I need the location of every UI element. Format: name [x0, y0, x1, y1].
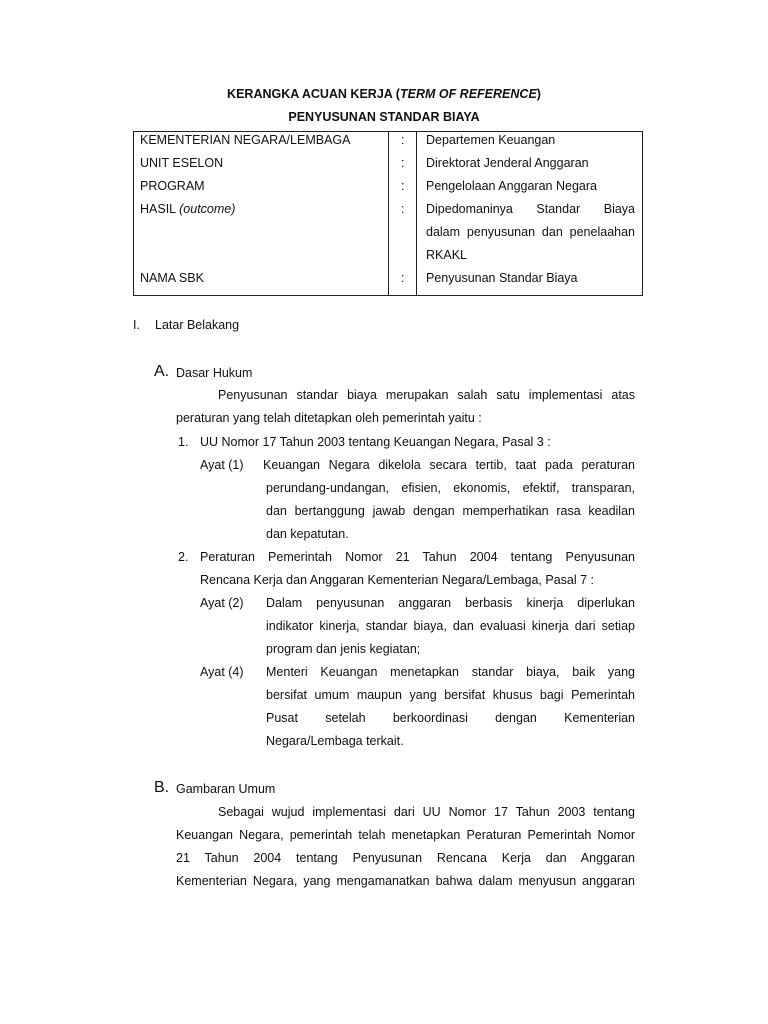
subsection-letter: B. [154, 779, 170, 796]
paragraph-line: Sebagai wujud implementasi dari UU Nomor 17 Tahun 2003 tentang [218, 805, 635, 819]
subsection-title: Dasar Hukum [176, 366, 253, 380]
label-nama-sbk: NAMA SBK [140, 271, 204, 285]
list-item-text: Peraturan Pemerintah Nomor 21 Tahun 2004 tentang Penyusunan [200, 550, 635, 564]
colon: : [401, 133, 405, 147]
colon: : [401, 271, 405, 285]
label-hasil-italic: (outcome) [179, 202, 236, 216]
document-title [0, 87, 768, 101]
label-column [134, 132, 389, 296]
paragraph-line: peraturan yang telah ditetapkan oleh pemerintah yaitu : [176, 411, 482, 425]
title-suffix: ) [536, 87, 541, 101]
paragraph-line: 21 Tahun 2004 tentang Penyusunan Rencana Kerja dan Anggaran [176, 851, 635, 865]
list-item-text: Rencana Kerja dan Anggaran Kementerian Negara/Lembaga, Pasal 7 : [200, 573, 595, 587]
document-subtitle: PENYUSUNAN STANDAR BIAYA [288, 110, 480, 124]
ayat-label: Ayat (4) [200, 665, 244, 679]
value-hasil-line: RKAKL [426, 248, 467, 262]
section-number: I. [133, 318, 140, 332]
value-hasil-line: Dipedomaninya Standar Biaya [426, 202, 635, 216]
list-item-text: UU Nomor 17 Tahun 2003 tentang Keuangan Negara, Pasal 3 : [200, 435, 551, 449]
value-kementerian: Departemen Keuangan [426, 133, 556, 147]
value-column [417, 132, 643, 296]
value-nama-sbk: Penyusunan Standar Biaya [426, 271, 578, 285]
paragraph-line: Kementerian Negara, yang mengamanatkan bahwa dalam menyusun anggaran [176, 874, 635, 888]
title-italic: TERM OF REFERENCE [399, 87, 537, 101]
section-title: Latar Belakang [155, 318, 240, 332]
ayat-line: program dan jenis kegiatan; [266, 642, 421, 656]
label-hasil-text: HASIL [140, 202, 180, 216]
ayat-line: Menteri Keuangan menetapkan standar biaya, baik yang [266, 665, 635, 679]
colon: : [401, 179, 405, 193]
value-program: Pengelolaan Anggaran Negara [426, 179, 597, 193]
ayat-line: Dalam penyusunan anggaran berbasis kinerja diperlukan [266, 596, 635, 610]
ayat-line: Negara/Lembaga terkait. [266, 734, 404, 748]
label-kementerian: KEMENTERIAN NEGARA/LEMBAGA [140, 133, 351, 147]
ayat-line: indikator kinerja, standar biaya, dan evaluasi kinerja dari setiap [266, 619, 635, 633]
label-unit-eselon: UNIT ESELON [140, 156, 224, 170]
ayat-line: dan kepatutan. [266, 527, 349, 541]
ayat-label: Ayat (1) [200, 458, 244, 472]
ayat-line: dan bertanggung jawab dengan memperhatikan rasa keadilan [266, 504, 635, 518]
info-table [133, 131, 643, 296]
colon: : [401, 156, 405, 170]
list-number: 1. [178, 435, 189, 449]
ayat-line: bersifat umum maupun yang bersifat khusus bagi Pemerintah [266, 688, 635, 702]
label-program: PROGRAM [140, 179, 205, 193]
paragraph-line: Penyusunan standar biaya merupakan salah satu implementasi atas [218, 388, 635, 402]
subsection-title: Gambaran Umum [176, 782, 276, 796]
ayat-line: Keuangan Negara dikelola secara tertib, taat pada peraturan [263, 458, 635, 472]
value-unit-eselon: Direktorat Jenderal Anggaran [426, 156, 589, 170]
title-prefix: KERANGKA ACUAN KERJA ( [227, 87, 400, 101]
subsection-letter: A. [154, 363, 170, 380]
label-hasil [140, 202, 235, 216]
list-number: 2. [178, 550, 189, 564]
paragraph-line: Keuangan Negara, pemerintah telah menetapkan Peraturan Pemerintah Nomor [176, 828, 635, 842]
ayat-label: Ayat (2) [200, 596, 244, 610]
ayat-line: Pusat setelah berkoordinasi dengan Kementerian [266, 711, 635, 725]
value-hasil-line: dalam penyusunan dan penelaahan [426, 225, 635, 239]
colon-column [389, 132, 417, 296]
colon: : [401, 202, 405, 216]
ayat-line: perundang-undangan, efisien, ekonomis, efektif, transparan, [266, 481, 635, 495]
